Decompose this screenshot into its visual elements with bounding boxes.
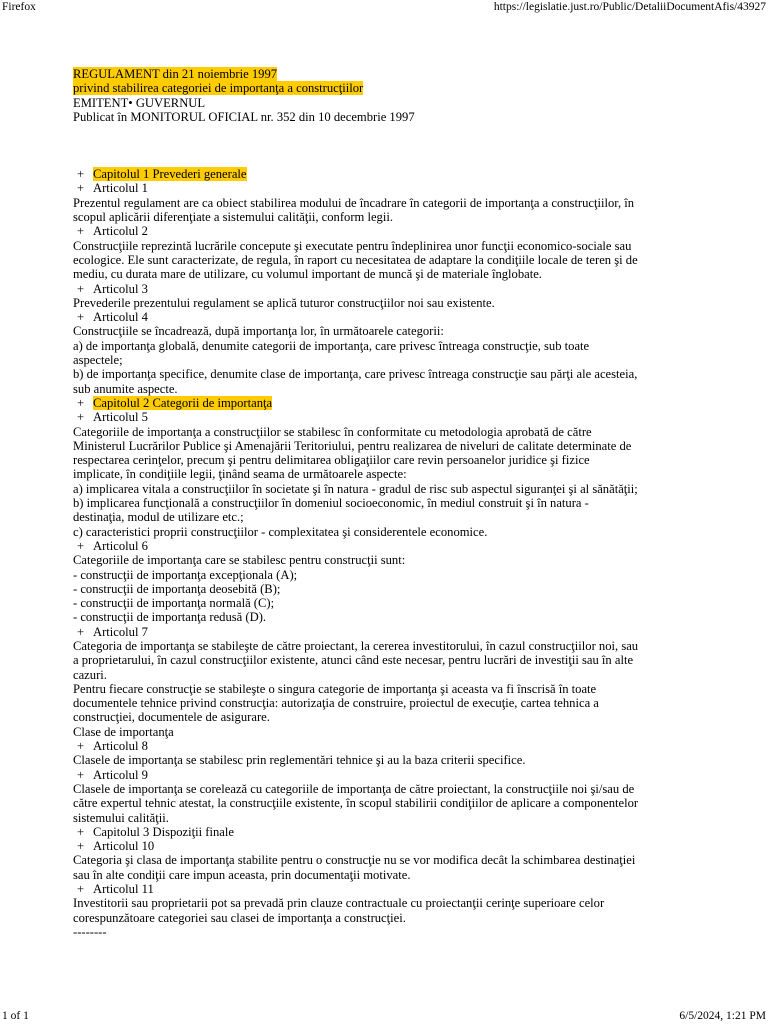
print-header xyxy=(0,0,768,14)
expand-plus-icon[interactable]: + xyxy=(77,624,85,639)
text-line: ecologice. Ele sunt caracterizate, de regula, în raport cu necesitatea de adaptare la condiţiile locale de teren şi de xyxy=(73,252,638,267)
end-marker: -------- xyxy=(73,924,107,939)
expand-plus-icon[interactable]: + xyxy=(77,839,85,854)
article-text xyxy=(73,853,713,882)
text-line: Construcţiile se încadrează, după importanţa lor, în următoarele categorii: xyxy=(73,324,444,339)
text-line: - construcţii de importanţa redusă (D). xyxy=(73,610,267,625)
article-heading[interactable] xyxy=(75,882,713,896)
chapter-heading[interactable] xyxy=(75,396,713,410)
print-footer xyxy=(0,1008,768,1024)
text-line: sub anumite aspecte. xyxy=(73,381,178,396)
document-sections xyxy=(73,167,713,925)
text-line: - construcţii de importanţa normală (C); xyxy=(73,596,275,611)
article-title: Articolul 3 xyxy=(93,281,148,296)
article-text xyxy=(73,553,713,624)
text-line: Clasele de importanţa se corelează cu categoriile de importanţa de către proiectant, la construcţiile noi şi/sau de xyxy=(73,781,635,796)
expand-plus-icon[interactable]: + xyxy=(77,538,85,553)
print-timestamp: 6/5/2024, 1:21 PM xyxy=(679,1010,766,1022)
expand-plus-icon[interactable]: + xyxy=(77,739,85,754)
article-heading[interactable] xyxy=(75,410,713,424)
document-emitent: EMITENT• GUVERNUL xyxy=(73,95,206,110)
expand-plus-icon[interactable]: + xyxy=(77,310,85,325)
chapter-title: Capitolul 1 Prevederi generale xyxy=(93,167,247,182)
document-publication: Publicat în MONITORUL OFICIAL nr. 352 din 10 decembrie 1997 xyxy=(73,109,415,124)
chapter-heading[interactable] xyxy=(75,167,713,181)
text-line: implicate, în condiţiile legii, ţinând seama de următoarele aspecte: xyxy=(73,467,407,482)
article-title: Articolul 10 xyxy=(93,839,155,854)
text-line: Clasele de importanţa se stabilesc prin reglementări tehnice şi au la baza criterii specifice. xyxy=(73,753,526,768)
article-heading[interactable] xyxy=(75,224,713,238)
article-title: Articolul 9 xyxy=(93,767,148,782)
text-line: Prezentul regulament are ca obiect stabilirea modului de încadrare în categorii de importanţa a construcţiilor, în xyxy=(73,195,635,210)
document-subtitle: privind stabilirea categoriei de importanţa a construcţiilor xyxy=(73,81,364,96)
text-line: Construcţiile reprezintă lucrările concepute şi executate pentru îndeplinirea unor funcţii economico-sociale sau xyxy=(73,238,632,253)
expand-plus-icon[interactable]: + xyxy=(77,181,85,196)
article-heading[interactable] xyxy=(75,768,713,782)
text-line: c) caracteristici proprii construcţiilor - complexitatea şi considerentele economice. xyxy=(73,524,488,539)
text-line: b) de importanţa specifice, denumite clase de importanţa, care privesc întreaga construcţie sau părţi ale acesteia, xyxy=(73,367,638,382)
article-text xyxy=(73,196,713,225)
article-heading[interactable] xyxy=(75,282,713,296)
expand-plus-icon[interactable]: + xyxy=(77,882,85,897)
expand-plus-icon[interactable]: + xyxy=(77,410,85,425)
article-title: Articolul 1 xyxy=(93,181,148,196)
text-line: Pentru fiecare construcţie se stabileşte o singura categorie de importanţa şi aceasta va fi înscrisă în toate xyxy=(73,681,597,696)
expand-plus-icon[interactable]: + xyxy=(77,767,85,782)
article-text xyxy=(73,782,713,825)
document-title: REGULAMENT din 21 noiembrie 1997 xyxy=(73,67,278,81)
text-line: Categoriile de importanţa care se stabilesc pentru construcţii sunt: xyxy=(73,553,406,568)
article-text xyxy=(73,753,713,767)
browser-name: Firefox xyxy=(2,1,36,13)
article-title: Articolul 4 xyxy=(93,310,148,325)
text-line: - construcţii de importanţa deosebită (B); xyxy=(73,581,281,596)
page-url[interactable]: https://legislatie.just.ro/Public/DetaliiDocumentAfis/43927 xyxy=(493,1,766,13)
article-text xyxy=(73,239,713,282)
text-line: a) de importanţa globală, denumite categorii de importanţa, care privesc întreaga construcţie, sub toate xyxy=(73,338,590,353)
article-text xyxy=(73,639,713,739)
article-title: Articolul 6 xyxy=(93,538,148,553)
page-count: 1 of 1 xyxy=(2,1010,29,1022)
article-text xyxy=(73,324,713,395)
text-line: destinaţia, modul de utilizare etc.; xyxy=(73,510,244,525)
article-title: Articolul 2 xyxy=(93,224,148,239)
text-line: aspectele; xyxy=(73,353,123,368)
text-line: mediu, cu durata mare de utilizare, cu volumul important de muncă şi de materiale înglobate. xyxy=(73,267,542,282)
expand-plus-icon[interactable]: + xyxy=(77,281,85,296)
text-line: scopul aplicării diferenţiate a sistemului calităţii, conform legii. xyxy=(73,210,393,225)
chapter-title: Capitolul 2 Categorii de importanţa xyxy=(93,395,273,410)
article-title: Articolul 7 xyxy=(93,624,148,639)
article-heading[interactable] xyxy=(75,310,713,324)
text-line: Categoria de importanţa se stabileşte de către proiectant, la cererea investitorului, în cazul construcţiilor noi, sau xyxy=(73,638,639,653)
text-line: corespunzătoare categoriei sau clasei de importanţa a construcţiei. xyxy=(73,910,406,925)
document-body xyxy=(73,67,713,939)
document-header xyxy=(73,67,713,124)
article-heading[interactable] xyxy=(75,739,713,753)
text-line: a) implicarea vitala a construcţiilor în societate şi în natura - gradul de risc sub aspectul siguranţei şi al sănătăţii; xyxy=(73,481,638,496)
article-text xyxy=(73,425,713,539)
article-heading[interactable] xyxy=(75,625,713,639)
text-line: Categoria şi clasa de importanţa stabilite pentru o construcţie nu se vor modifica decât la schimbarea destinaţiei xyxy=(73,853,636,868)
text-line: sistemului calităţii. xyxy=(73,810,169,825)
article-heading[interactable] xyxy=(75,181,713,195)
expand-plus-icon[interactable]: + xyxy=(77,167,85,182)
text-line: Investitorii sau proprietarii pot sa prevadă prin clauze contractuale cu proiectanţii cerinţe superioare celor xyxy=(73,896,605,911)
text-line: b) implicarea funcţională a construcţiilor în domeniul socioeconomic, în mediul construit şi în natura - xyxy=(73,496,589,511)
chapter-title: Capitolul 3 Dispoziţii finale xyxy=(93,824,234,839)
text-line: Categoriile de importanţa a construcţiilor se stabilesc în conformitate cu metodologia aprobată de către xyxy=(73,424,592,439)
text-line: Clase de importanţa xyxy=(73,724,174,739)
article-heading[interactable] xyxy=(75,839,713,853)
article-text xyxy=(73,296,713,310)
text-line: construcţiei, documentele de asigurare. xyxy=(73,710,270,725)
text-line: documentele tehnice privind construcţia: autorizaţia de construire, proiectul de execuţie, cartea tehnica a xyxy=(73,696,599,711)
article-title: Articolul 8 xyxy=(93,739,148,754)
chapter-heading[interactable] xyxy=(75,825,713,839)
article-heading[interactable] xyxy=(75,539,713,553)
article-title: Articolul 11 xyxy=(93,882,154,897)
text-line: cazuri. xyxy=(73,667,107,682)
text-line: respectarea cerinţelor, precum şi pentru delimitarea obligaţiilor care revin persoanelor juridice şi fizice xyxy=(73,453,590,468)
text-line: Ministerul Lucrărilor Publice şi Amenajării Teritoriului, pentru realizarea de niveluri de calitate determinate de xyxy=(73,438,632,453)
text-line: către expertul tehnic atestat, la construcţiile existente, în scopul stabilirii condiţiilor de aplicare a componentelor xyxy=(73,796,639,811)
article-title: Articolul 5 xyxy=(93,410,148,425)
article-text xyxy=(73,896,713,925)
text-line: Prevederile prezentului regulament se aplică tuturor construcţiilor noi sau existente. xyxy=(73,295,495,310)
text-line: a proprietarului, în cazul construcţiilor existente, atunci când este necesar, pentru lucrări de investiţii sau în alte xyxy=(73,653,634,668)
text-line: sau în alte condiţii care impun aceasta, prin documentaţii motivate. xyxy=(73,867,411,882)
expand-plus-icon[interactable]: + xyxy=(77,824,85,839)
expand-plus-icon[interactable]: + xyxy=(77,224,85,239)
expand-plus-icon[interactable]: + xyxy=(77,395,85,410)
text-line: - construcţii de importanţa excepţionala (A); xyxy=(73,567,298,582)
